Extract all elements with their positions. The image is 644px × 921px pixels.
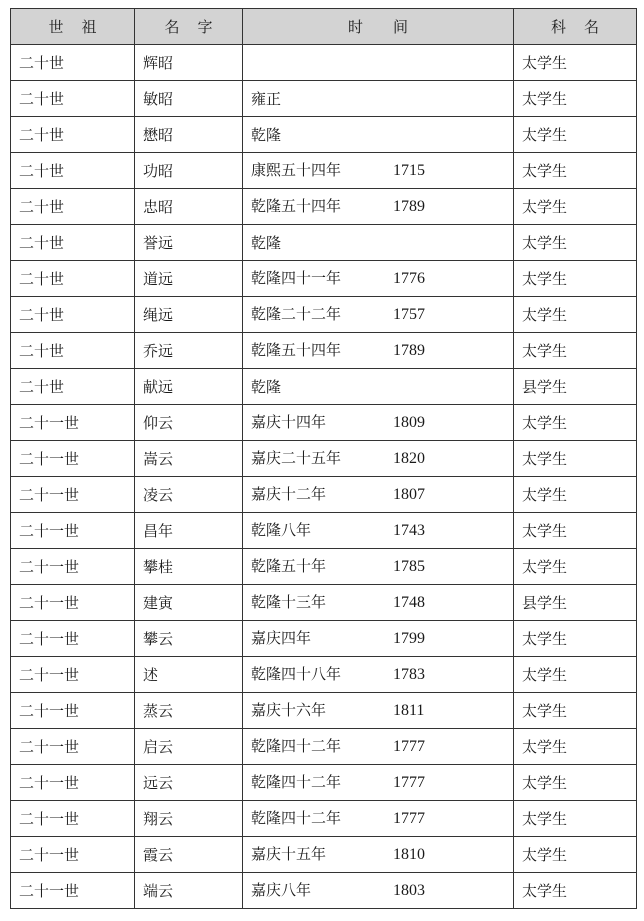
reign-year: 康熙五十四年 — [251, 161, 342, 179]
reign-year: 乾隆 — [251, 377, 282, 396]
cell-name: 仰云 — [135, 405, 243, 441]
cell-degree: 太学生 — [514, 225, 637, 261]
cell-degree: 太学生 — [514, 693, 637, 729]
cell-generation: 二十一世 — [11, 837, 135, 873]
cell-degree: 县学生 — [514, 369, 637, 405]
cell-name: 懋昭 — [135, 117, 243, 153]
cell-time — [243, 477, 514, 513]
table-row — [11, 513, 637, 549]
cell-degree: 太学生 — [514, 837, 637, 873]
table-row — [11, 441, 637, 477]
table-row — [11, 477, 637, 513]
reign-year: 乾隆四十二年 — [251, 737, 342, 755]
cell-degree: 太学生 — [514, 153, 637, 189]
gregorian-year: 1777 — [393, 774, 425, 791]
cell-degree: 太学生 — [514, 333, 637, 369]
cell-generation: 二十一世 — [11, 477, 135, 513]
table-row — [11, 621, 637, 657]
cell-name: 献远 — [135, 369, 243, 405]
reign-year: 嘉庆四年 — [251, 629, 312, 647]
cell-degree: 太学生 — [514, 621, 637, 657]
table-row — [11, 729, 637, 765]
cell-generation: 二十一世 — [11, 585, 135, 621]
cell-time — [243, 801, 514, 837]
table-row — [11, 693, 637, 729]
cell-time — [243, 441, 514, 477]
cell-time — [243, 513, 514, 549]
reign-year: 嘉庆十六年 — [251, 701, 327, 719]
table-row — [11, 225, 637, 261]
reign-year: 乾隆八年 — [251, 521, 312, 539]
reign-year: 嘉庆八年 — [251, 881, 312, 899]
table-row — [11, 117, 637, 153]
table-row — [11, 81, 637, 117]
reign-year: 乾隆五十四年 — [251, 341, 342, 359]
header-name: 名字 — [135, 9, 243, 45]
cell-name: 功昭 — [135, 153, 243, 189]
cell-time — [243, 297, 514, 333]
reign-year: 嘉庆十二年 — [251, 485, 327, 503]
cell-name: 凌云 — [135, 477, 243, 513]
cell-degree: 太学生 — [514, 801, 637, 837]
cell-time — [243, 333, 514, 369]
cell-degree: 太学生 — [514, 189, 637, 225]
cell-time — [243, 585, 514, 621]
cell-name: 启云 — [135, 729, 243, 765]
cell-generation: 二十一世 — [11, 621, 135, 657]
cell-degree: 太学生 — [514, 405, 637, 441]
cell-degree: 太学生 — [514, 297, 637, 333]
cell-degree: 太学生 — [514, 657, 637, 693]
cell-name: 誉远 — [135, 225, 243, 261]
gregorian-year: 1743 — [393, 522, 425, 539]
cell-time — [243, 189, 514, 225]
gregorian-year: 1783 — [393, 666, 425, 683]
cell-degree: 太学生 — [514, 549, 637, 585]
cell-degree: 太学生 — [514, 117, 637, 153]
table-row — [11, 873, 637, 909]
cell-generation: 二十世 — [11, 81, 135, 117]
cell-time — [243, 369, 514, 405]
cell-degree: 太学生 — [514, 81, 637, 117]
reign-year: 嘉庆十五年 — [251, 845, 327, 863]
cell-name: 攀云 — [135, 621, 243, 657]
cell-time — [243, 693, 514, 729]
table-row — [11, 585, 637, 621]
cell-degree: 太学生 — [514, 261, 637, 297]
cell-time — [243, 261, 514, 297]
cell-time — [243, 873, 514, 909]
cell-generation: 二十世 — [11, 297, 135, 333]
gregorian-year: 1810 — [393, 846, 425, 863]
reign-year: 雍正 — [251, 89, 282, 108]
reign-year: 乾隆 — [251, 125, 282, 144]
reign-year: 嘉庆十四年 — [251, 413, 327, 431]
table-row — [11, 801, 637, 837]
gregorian-year: 1811 — [393, 702, 425, 719]
reign-year: 乾隆二十二年 — [251, 305, 342, 323]
cell-generation: 二十世 — [11, 333, 135, 369]
cell-name: 攀桂 — [135, 549, 243, 585]
table-row — [11, 837, 637, 873]
cell-generation: 二十一世 — [11, 405, 135, 441]
header-time: 时间 — [243, 9, 514, 45]
cell-name: 敏昭 — [135, 81, 243, 117]
genealogy-table — [10, 8, 637, 909]
table-row — [11, 765, 637, 801]
table-header — [11, 9, 637, 45]
gregorian-year: 1809 — [393, 414, 425, 431]
header-degree: 科名 — [514, 9, 637, 45]
cell-name: 建寅 — [135, 585, 243, 621]
cell-name: 述 — [135, 657, 243, 693]
cell-time — [243, 153, 514, 189]
cell-time — [243, 657, 514, 693]
cell-name: 蒸云 — [135, 693, 243, 729]
cell-degree: 太学生 — [514, 765, 637, 801]
table-body — [11, 45, 637, 909]
gregorian-year: 1807 — [393, 486, 425, 503]
cell-name: 远云 — [135, 765, 243, 801]
cell-generation: 二十世 — [11, 153, 135, 189]
cell-name: 昌年 — [135, 513, 243, 549]
cell-name: 绳远 — [135, 297, 243, 333]
gregorian-year: 1777 — [393, 810, 425, 827]
cell-generation: 二十一世 — [11, 513, 135, 549]
header-row — [11, 9, 637, 45]
cell-degree: 太学生 — [514, 729, 637, 765]
cell-generation: 二十世 — [11, 189, 135, 225]
cell-time — [243, 45, 514, 81]
cell-name: 端云 — [135, 873, 243, 909]
cell-time — [243, 837, 514, 873]
reign-year: 乾隆四十一年 — [251, 269, 342, 287]
cell-generation: 二十一世 — [11, 693, 135, 729]
cell-generation: 二十世 — [11, 117, 135, 153]
cell-time — [243, 405, 514, 441]
cell-name: 忠昭 — [135, 189, 243, 225]
cell-degree: 太学生 — [514, 441, 637, 477]
cell-time — [243, 81, 514, 117]
gregorian-year: 1789 — [393, 198, 425, 215]
table-row — [11, 657, 637, 693]
cell-degree: 太学生 — [514, 873, 637, 909]
reign-year: 乾隆五十四年 — [251, 197, 342, 215]
gregorian-year: 1785 — [393, 558, 425, 575]
cell-time — [243, 765, 514, 801]
cell-generation: 二十一世 — [11, 657, 135, 693]
table-row — [11, 369, 637, 405]
gregorian-year: 1799 — [393, 630, 425, 647]
cell-time — [243, 549, 514, 585]
gregorian-year: 1715 — [393, 162, 425, 179]
cell-generation: 二十一世 — [11, 549, 135, 585]
cell-degree: 太学生 — [514, 477, 637, 513]
cell-name: 道远 — [135, 261, 243, 297]
table-row — [11, 45, 637, 81]
reign-year: 乾隆五十年 — [251, 557, 327, 575]
table-row — [11, 333, 637, 369]
cell-generation: 二十世 — [11, 261, 135, 297]
table-row — [11, 189, 637, 225]
reign-year: 乾隆四十二年 — [251, 773, 342, 791]
table-row — [11, 261, 637, 297]
gregorian-year: 1748 — [393, 594, 425, 611]
cell-time — [243, 621, 514, 657]
gregorian-year: 1820 — [393, 450, 425, 467]
cell-generation: 二十一世 — [11, 441, 135, 477]
reign-year: 乾隆十三年 — [251, 593, 327, 611]
table-row — [11, 405, 637, 441]
cell-name: 霞云 — [135, 837, 243, 873]
reign-year: 乾隆四十二年 — [251, 809, 342, 827]
cell-generation: 二十一世 — [11, 765, 135, 801]
gregorian-year: 1777 — [393, 738, 425, 755]
cell-time — [243, 117, 514, 153]
table-row — [11, 153, 637, 189]
table-row — [11, 549, 637, 585]
cell-generation: 二十世 — [11, 225, 135, 261]
cell-time — [243, 225, 514, 261]
table-row — [11, 297, 637, 333]
cell-generation: 二十世 — [11, 45, 135, 81]
cell-degree: 太学生 — [514, 513, 637, 549]
cell-generation: 二十一世 — [11, 801, 135, 837]
cell-generation: 二十一世 — [11, 873, 135, 909]
gregorian-year: 1757 — [393, 306, 425, 323]
header-generation: 世祖 — [11, 9, 135, 45]
cell-generation: 二十世 — [11, 369, 135, 405]
cell-time — [243, 729, 514, 765]
cell-name: 嵩云 — [135, 441, 243, 477]
reign-year: 嘉庆二十五年 — [251, 449, 342, 467]
cell-name: 乔远 — [135, 333, 243, 369]
gregorian-year: 1789 — [393, 342, 425, 359]
cell-name: 翔云 — [135, 801, 243, 837]
reign-year: 乾隆四十八年 — [251, 665, 342, 683]
cell-degree: 太学生 — [514, 45, 637, 81]
gregorian-year: 1803 — [393, 882, 425, 899]
gregorian-year: 1776 — [393, 270, 425, 287]
reign-year: 乾隆 — [251, 233, 282, 252]
cell-generation: 二十一世 — [11, 729, 135, 765]
cell-degree: 县学生 — [514, 585, 637, 621]
cell-name: 辉昭 — [135, 45, 243, 81]
